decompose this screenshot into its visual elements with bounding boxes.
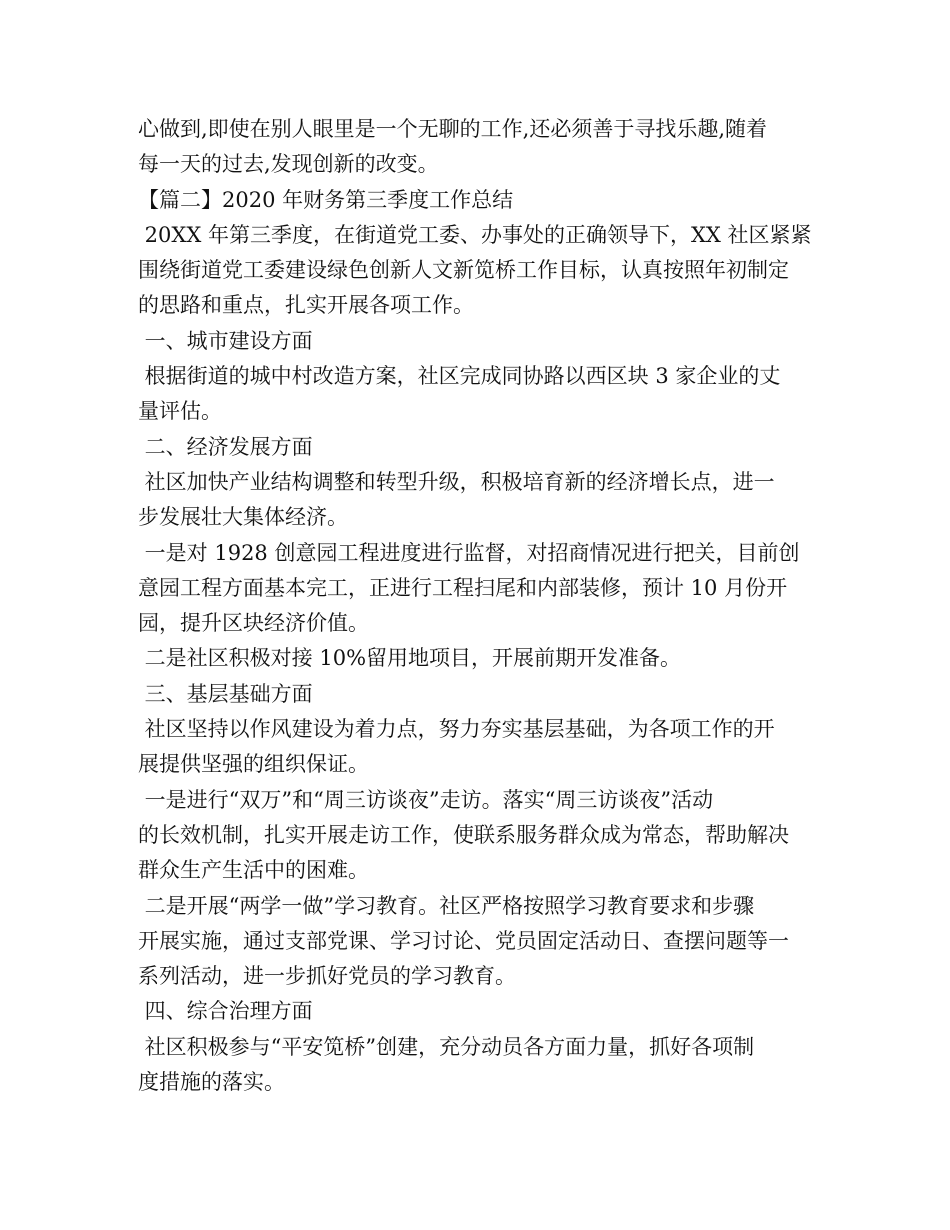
text-line: 度措施的落实。: [138, 1070, 285, 1095]
text-line: 二是社区积极对接 10%留用地项目，开展前期开发准备。: [138, 646, 682, 671]
text-line: 二是开展“两学一做”学习教育。社区严格按照学习教育要求和步骤: [138, 893, 755, 918]
text-line: 20XX 年第三季度，在街道党工委、办事处的正确领导下，XX 社区紧紧: [138, 222, 812, 247]
section-heading: 【篇二】2020 年财务第三季度工作总结: [138, 187, 514, 212]
text-line: 展提供坚强的组织保证。: [138, 752, 369, 777]
text-line: 围绕街道党工委建设绿色创新人文新笕桥工作目标，认真按照年初制定: [138, 258, 789, 283]
text-line: 意园工程方面基本完工，正进行工程扫尾和内部装修，预计 10 月份开: [138, 575, 788, 600]
text-line: 每一天的过去,发现创新的改变。: [138, 152, 439, 177]
text-line: 开展实施，通过支部党课、学习讨论、党员固定活动日、查摆问题等一: [138, 928, 789, 953]
subheading: 四、综合治理方面: [138, 999, 313, 1024]
text-line: 一是对 1928 创意园工程进度进行监督，对招商情况进行把关，目前创: [138, 540, 800, 565]
text-line: 社区加快产业结构调整和转型升级，积极培育新的经济增长点，进一: [138, 469, 775, 494]
text-line: 的思路和重点，扎实开展各项工作。: [138, 293, 474, 318]
text-line: 根据街道的城中村改造方案，社区完成同协路以西区块 3 家企业的丈: [138, 364, 781, 389]
text-line: 群众生产生活中的困难。: [138, 858, 369, 883]
subheading: 三、基层基础方面: [138, 681, 313, 706]
text-line: 量评估。: [138, 399, 222, 424]
text-line: 步发展壮大集体经济。: [138, 505, 348, 530]
text-line: 一是进行“双万”和“周三访谈夜”走访。落实“周三访谈夜”活动: [138, 787, 714, 812]
subheading: 一、城市建设方面: [138, 328, 313, 353]
text-line: 系列活动，进一步抓好党员的学习教育。: [138, 964, 516, 989]
text-line: 园，提升区块经济价值。: [138, 611, 369, 636]
text-line: 社区积极参与“平安笕桥”创建，充分动员各方面力量，抓好各项制: [138, 1034, 755, 1059]
text-line: 的长效机制，扎实开展走访工作，使联系服务群众成为常态，帮助解决: [138, 822, 789, 847]
text-line: 社区坚持以作风建设为着力点，努力夯实基层基础，为各项工作的开: [138, 717, 775, 742]
document-body: [138, 112, 818, 1100]
text-line: 心做到,即使在别人眼里是一个无聊的工作,还必须善于寻找乐趣,随着: [138, 117, 768, 141]
subheading: 二、经济发展方面: [138, 434, 313, 459]
